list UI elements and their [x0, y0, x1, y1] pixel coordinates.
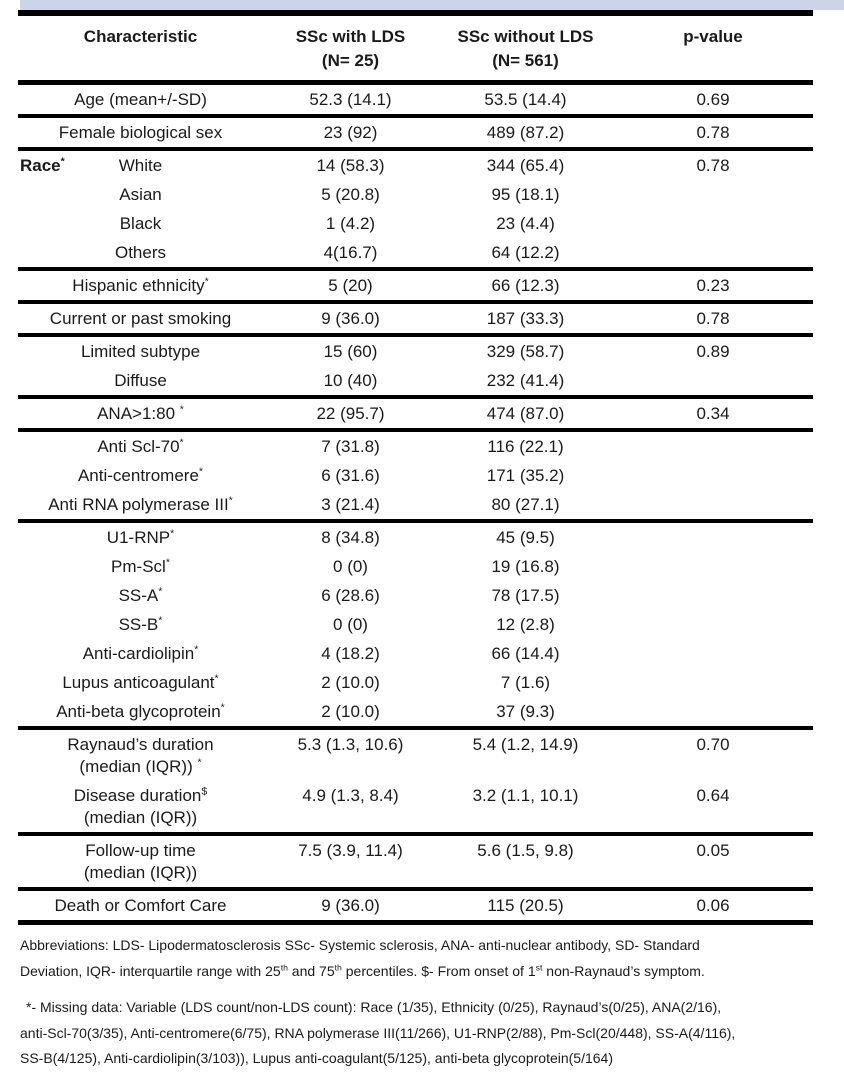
row-label-cell: [18, 461, 263, 490]
p-value-cell: 0.78: [613, 149, 813, 180]
row-label-cell: [18, 889, 263, 923]
value-cell-ssc-without-lds: 64 (12.2): [491, 243, 560, 262]
row-label: Others: [114, 243, 167, 262]
p-value-cell: 0.70: [613, 728, 813, 781]
value-cell-ssc-with-lds: 5.3 (1.3, 10.6): [263, 728, 438, 781]
row-label: Death or Comfort Care: [54, 896, 227, 915]
row-label-line2: (median (IQR)) *: [79, 756, 202, 776]
row-label: SS-B*: [118, 614, 163, 634]
p-value-cell: 0.78: [613, 116, 813, 149]
value-cell-ssc-without-lds: 12 (2.8): [496, 615, 555, 634]
p-value-cell: [613, 209, 813, 238]
value-cell-ssc-without-lds: 53.5 (14.4): [438, 83, 613, 117]
value-cell-ssc-without-lds: 489 (87.2): [438, 116, 613, 149]
value-cell-ssc-with-lds: 7.5 (3.9, 11.4): [263, 834, 438, 889]
value-cell-ssc-without-lds: 344 (65.4): [438, 149, 613, 180]
value-cell-ssc-with-lds: 10 (40): [323, 371, 378, 390]
table-row: [18, 521, 813, 552]
p-value-cell: [613, 521, 813, 552]
p-value-cell: 0.89: [613, 335, 813, 366]
row-label: Hispanic ethnicity*: [72, 275, 209, 295]
p-value-cell: [613, 366, 813, 397]
value-cell-ssc-without-lds: 115 (20.5): [438, 889, 613, 923]
value-cell-ssc-without-lds: 78 (17.5): [491, 586, 560, 605]
table-row: [18, 490, 813, 521]
p-value-cell: 0.23: [613, 269, 813, 302]
row-label: Anti Scl-70*: [97, 436, 184, 456]
p-value-cell: [613, 581, 813, 610]
p-value-cell: [613, 552, 813, 581]
row-label: White: [118, 156, 163, 175]
p-value-cell: [613, 430, 813, 461]
footnote-marker: *: [220, 701, 225, 714]
footnote-marker: *: [197, 756, 202, 769]
row-label-cell: [18, 430, 263, 461]
footnote-marker: *: [158, 614, 163, 627]
column-header-label: SSc without LDS: [457, 27, 594, 46]
row-label: U1-RNP*: [106, 527, 175, 547]
value-cell-ssc-without-lds: 5.4 (1.2, 14.9): [438, 728, 613, 781]
value-cell-ssc-with-lds: 6 (31.6): [321, 466, 380, 485]
p-value-cell: [613, 490, 813, 521]
table-row: [18, 552, 813, 581]
table-body: [18, 83, 813, 923]
row-label: Limited subtype: [80, 342, 201, 361]
row-label-cell: [18, 521, 263, 552]
footnote-marker: *: [179, 403, 184, 416]
row-label: Anti-centromere*: [77, 465, 204, 485]
row-label: Asian: [119, 185, 162, 204]
value-cell-ssc-with-lds: 1 (4.2): [325, 214, 376, 233]
value-cell-ssc-without-lds: 80 (27.1): [491, 495, 560, 514]
table-row: [18, 781, 813, 834]
table-row: [18, 668, 813, 697]
row-group-label: Race*: [20, 155, 65, 175]
value-cell-ssc-with-lds: 14 (58.3): [263, 149, 438, 180]
value-cell-ssc-without-lds: 95 (18.1): [491, 185, 560, 204]
table-row: [18, 302, 813, 335]
value-cell-ssc-with-lds: 5 (20.8): [321, 185, 380, 204]
value-cell-ssc-with-lds: 6 (28.6): [321, 586, 380, 605]
footnote-marker: *: [194, 643, 199, 656]
value-cell-ssc-without-lds: 37 (9.3): [496, 702, 555, 721]
row-label-line2: (median (IQR)): [83, 808, 198, 827]
characteristics-table: [18, 10, 813, 925]
table-row: [18, 269, 813, 302]
row-label-cell: [18, 834, 263, 889]
footnote-marker: st: [535, 961, 543, 972]
row-label-cell: [18, 335, 263, 366]
column-header-sublabel: (N= 25): [321, 51, 380, 70]
footnote-marker: *: [165, 556, 170, 569]
p-value-cell: [613, 238, 813, 269]
row-label: Disease duration$: [73, 785, 208, 805]
p-value-cell: 0.69: [613, 83, 813, 117]
column-header-label: Characteristic: [83, 27, 198, 46]
value-cell-ssc-without-lds: 3.2 (1.1, 10.1): [472, 786, 579, 805]
table-row: [18, 697, 813, 728]
value-cell-ssc-with-lds: 52.3 (14.1): [263, 83, 438, 117]
row-label: Female biological sex: [58, 123, 223, 142]
row-label: Diffuse: [114, 371, 167, 390]
row-label: ANA>1:80 *: [97, 403, 184, 423]
value-cell-ssc-with-lds: 7 (31.8): [263, 430, 438, 461]
row-label: Anti-beta glycoprotein*: [56, 701, 225, 721]
table-row: [18, 639, 813, 668]
value-cell-ssc-without-lds: 66 (12.3): [438, 269, 613, 302]
table-row: [18, 83, 813, 117]
header-row: [18, 13, 813, 83]
row-label-cell: [18, 116, 263, 149]
table-header: [18, 13, 813, 83]
row-label-cell: [18, 552, 263, 581]
table-row: [18, 366, 813, 397]
row-label-cell: [18, 581, 263, 610]
footnote-missing-data: *- Missing data: Variable (LDS count/non-LDS count): Race (1/35), Ethnicity (0/25), Raynaud’s(0/25), ANA(2/16), anti-Scl-70(3/35), Anti-centromere(6/75), RNA polymerase III(11/266), U1-RNP(2/88), Pm-Scl(20/448), SS-A(4/116), SS-B(4/125), Anti-cardiolipin(3/103)), Lupus anti-coagulant(5/125), anti-beta glycoprotein(5/164): [20, 999, 736, 1066]
value-cell-ssc-with-lds: 2 (10.0): [321, 702, 380, 721]
row-label-cell: [18, 668, 263, 697]
value-cell-ssc-without-lds: 66 (14.4): [491, 644, 560, 663]
value-cell-ssc-with-lds: 0 (0): [333, 557, 368, 576]
footnote-marker: th: [280, 961, 288, 972]
value-cell-ssc-with-lds: 3 (21.4): [321, 495, 380, 514]
footnote-marker: *: [158, 585, 163, 598]
p-value-cell: [613, 610, 813, 639]
p-value-cell: 0.05: [613, 834, 813, 889]
footnote-marker: *: [198, 465, 204, 478]
table-row: [18, 180, 813, 209]
row-label: Anti-cardiolipin*: [82, 643, 199, 663]
value-cell-ssc-without-lds: 116 (22.1): [438, 430, 613, 461]
row-label: Age (mean+/-SD): [74, 90, 207, 109]
column-header-label: p-value: [683, 27, 743, 46]
table-row: [18, 728, 813, 781]
value-cell-ssc-without-lds: 23 (4.4): [496, 214, 555, 233]
value-cell-ssc-without-lds: 474 (87.0): [438, 397, 613, 430]
row-label-line2: (median (IQR)): [83, 863, 198, 882]
row-label-cell: [18, 781, 263, 834]
value-cell-ssc-with-lds: 2 (10.0): [321, 673, 380, 692]
top-accent-bar: [20, 0, 844, 10]
p-value-cell: [613, 697, 813, 728]
value-cell-ssc-with-lds: 0 (0): [333, 615, 368, 634]
value-cell-ssc-with-lds: 4 (18.2): [321, 644, 380, 663]
footnote-marker: *: [60, 155, 65, 168]
value-cell-ssc-with-lds: 4(16.7): [323, 243, 378, 262]
table-row: [18, 889, 813, 923]
footnote-marker: *: [228, 494, 233, 507]
row-label: Follow-up time: [85, 841, 196, 860]
row-label-cell: [18, 397, 263, 430]
value-cell-ssc-with-lds: 23 (92): [263, 116, 438, 149]
footnote-marker: *: [179, 436, 184, 449]
row-label-cell: [18, 149, 263, 180]
row-label-cell: [18, 302, 263, 335]
p-value-cell: 0.78: [613, 302, 813, 335]
row-label: Current or past smoking: [49, 309, 232, 328]
value-cell-ssc-with-lds: 22 (95.7): [263, 397, 438, 430]
row-label-cell: [18, 269, 263, 302]
p-value-cell: [613, 180, 813, 209]
row-label: Lupus anticoagulant*: [62, 672, 219, 692]
footnote-marker: *: [204, 275, 209, 288]
value-cell-ssc-without-lds: 7 (1.6): [500, 673, 551, 692]
column-header-sublabel: (N= 561): [492, 51, 559, 70]
value-cell-ssc-with-lds: 15 (60): [263, 335, 438, 366]
table-row: [18, 430, 813, 461]
table-row: [18, 116, 813, 149]
row-label-cell: [18, 728, 263, 781]
footnote-marker: *: [214, 672, 219, 685]
footnotes: [20, 933, 830, 1072]
value-cell-ssc-without-lds: 19 (16.8): [491, 557, 560, 576]
column-header-ssc-with-lds: [263, 13, 438, 83]
table-row: [18, 397, 813, 430]
value-cell-ssc-with-lds: 4.9 (1.3, 8.4): [302, 786, 399, 805]
p-value-cell: 0.06: [613, 889, 813, 923]
column-header-p-value: [613, 13, 813, 83]
column-header-characteristic: [18, 13, 263, 83]
footnote-marker: th: [334, 961, 342, 972]
p-value-cell: [613, 639, 813, 668]
row-label-cell: [18, 697, 263, 728]
p-value-cell: 0.64: [696, 786, 730, 805]
row-label-cell: [18, 238, 263, 269]
table-row: [18, 209, 813, 238]
value-cell-ssc-without-lds: 232 (41.4): [486, 371, 565, 390]
value-cell-ssc-without-lds: 45 (9.5): [438, 521, 613, 552]
table-row: [18, 335, 813, 366]
value-cell-ssc-with-lds: 9 (36.0): [263, 302, 438, 335]
row-label-cell: [18, 83, 263, 117]
row-label: Anti RNA polymerase III*: [48, 494, 233, 514]
row-label-cell: [18, 209, 263, 238]
column-header-ssc-without-lds: [438, 13, 613, 83]
footnote-marker: *: [170, 527, 175, 540]
p-value-cell: [613, 668, 813, 697]
row-label: Raynaud’s duration: [67, 735, 214, 754]
row-label-cell: [18, 490, 263, 521]
value-cell-ssc-with-lds: 9 (36.0): [263, 889, 438, 923]
row-label-cell: [18, 366, 263, 397]
table-row: [18, 238, 813, 269]
column-header-label: SSc with LDS: [295, 27, 406, 46]
footnote-marker: $: [201, 785, 208, 798]
row-label: Pm-Scl*: [111, 556, 170, 576]
value-cell-ssc-without-lds: 187 (33.3): [438, 302, 613, 335]
footnote-abbreviations: Abbreviations: LDS- Lipodermatosclerosis SSc- Systemic sclerosis, ANA- anti-nuclear antibody, SD- Standard Deviation, IQR- interquartile range with 25th and 75th percentiles. $- From onset of 1st non-Raynaud’s symptom.: [20, 937, 705, 979]
value-cell-ssc-without-lds: 5.6 (1.5, 9.8): [438, 834, 613, 889]
value-cell-ssc-without-lds: 171 (35.2): [486, 466, 565, 485]
table-row: [18, 461, 813, 490]
value-cell-ssc-without-lds: 329 (58.7): [438, 335, 613, 366]
row-label-cell: [18, 639, 263, 668]
table-row: [18, 581, 813, 610]
value-cell-ssc-with-lds: 5 (20): [263, 269, 438, 302]
table-row: [18, 834, 813, 889]
p-value-cell: 0.34: [613, 397, 813, 430]
table-row: [18, 610, 813, 639]
row-label: SS-A*: [118, 585, 163, 605]
p-value-cell: [613, 461, 813, 490]
row-label-cell: [18, 610, 263, 639]
row-label: Black: [119, 214, 162, 233]
row-label-cell: [18, 180, 263, 209]
table-row: [18, 149, 813, 180]
value-cell-ssc-with-lds: 8 (34.8): [263, 521, 438, 552]
